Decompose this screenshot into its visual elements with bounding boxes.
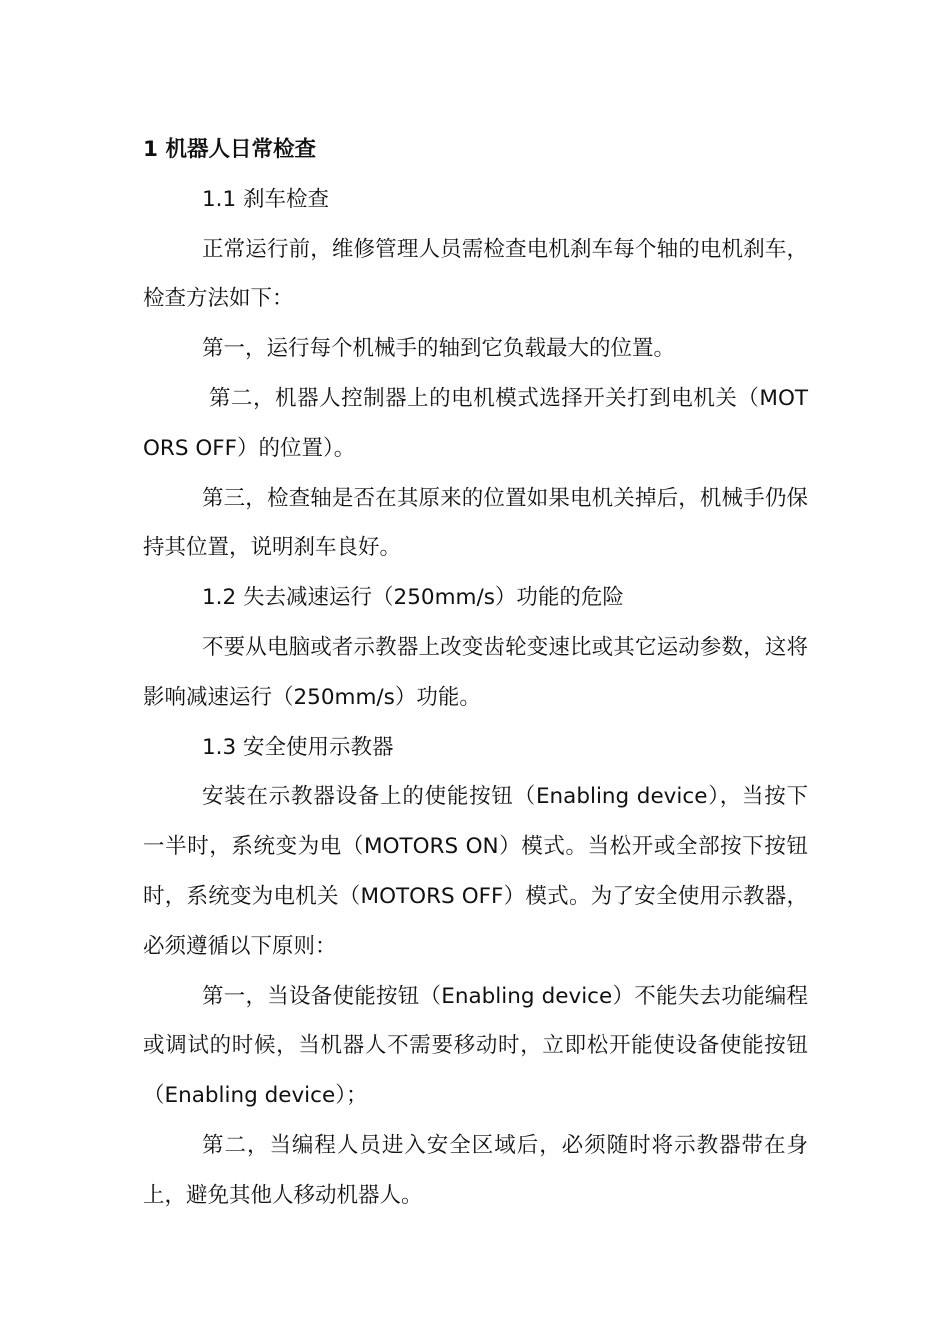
subsection-heading-1-3: 1.3 安全使用示教器 — [202, 734, 394, 760]
paragraph-brake-step-3: 第三，检查轴是否在其原来的位置如果电机关掉后，机械手仍保持其位置，说明刹车良好。 — [143, 485, 808, 561]
section-heading: 1 机器人日常检查 — [143, 137, 316, 162]
paragraph-pendant-rule-1: 第一，当设备使能按钮（Enabling device）不能失去功能编程或调试的时候，当机器人不需要移动时，立即松开能使设备使能按钮（Enabling device）； — [143, 983, 808, 1109]
document-body — [143, 125, 808, 1221]
subsection-heading-1-1: 1.1 刹车检查 — [202, 186, 330, 212]
paragraph-brake-step-1: 第一，运行每个机械手的轴到它负载最大的位置。 — [202, 336, 676, 362]
subsection-heading-1-2: 1.2 失去减速运行（250mm/s）功能的危险 — [202, 585, 624, 611]
paragraph-brake-step-2: 第二，机器人控制器上的电机模式选择开关打到电机关（MOTORS OFF）的位置）。 — [143, 385, 808, 461]
paragraph-brake-intro: 正常运行前，维修管理人员需检查电机刹车每个轴的电机刹车，检查方法如下： — [143, 236, 808, 312]
paragraph-pendant-intro: 安装在示教器设备上的使能按钮（Enabling device），当按下一半时，系统变为电（MOTORS ON）模式。当松开或全部按下按钮时，系统变为电机关（MOTORS OFF）模式。为了安全使用示教器，必须遵循以下原则： — [143, 784, 808, 959]
paragraph-pendant-rule-2: 第二，当编程人员进入安全区域后，必须随时将示教器带在身上，避免其他人移动机器人。 — [143, 1132, 808, 1208]
paragraph-speed-warning: 不要从电脑或者示教器上改变齿轮变速比或其它运动参数，这将影响减速运行（250mm/s）功能。 — [143, 634, 808, 710]
